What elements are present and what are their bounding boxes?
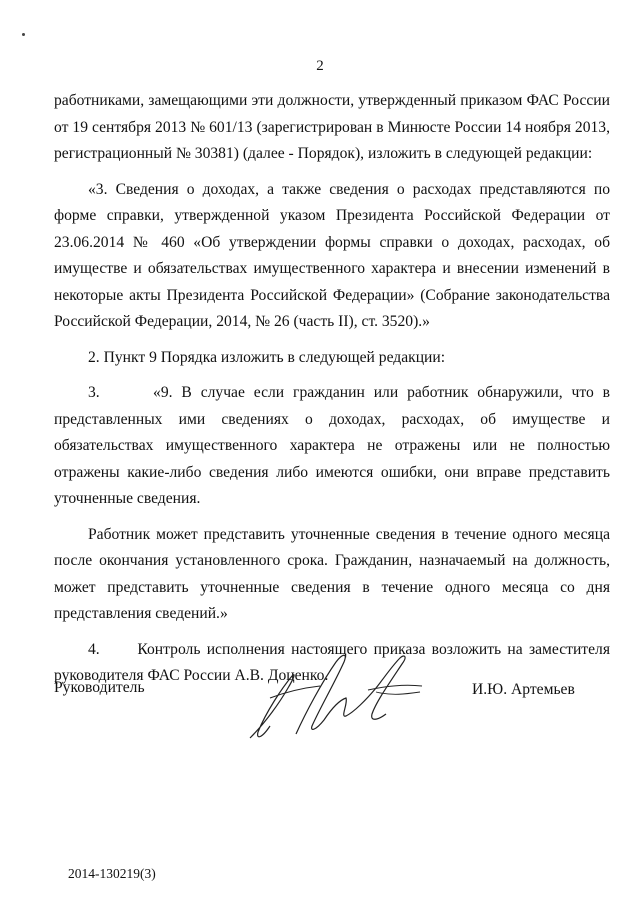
paragraph-item-2: 2. Пункт 9 Порядка изложить в следующей редакции: — [88, 348, 446, 366]
paragraph-quote-item-3: «3. Сведения о доходах, а также сведения о расходах представляются по форме справки, утвержденной указом Президента Российской Федерации от 23.06.2014 № 460 «Об утверждении формы справки о доходах, расходах, об имуществе и обязательствах имущественного характера и внесении изменений в некоторые акты Президента Российской Федерации» (Собрание законодательства Российской Федерации, 2014, № 26 (часть II), ст. 3520).» — [54, 180, 610, 330]
signatory-name: И.Ю. Артемьев — [472, 681, 575, 698]
item-9-text: «9. В случае если гражданин или работник обнаружили, что в представленных ими сведениях о доходах, расходах, об имуществе и обязательствах имущественного характера не отражены или не полностью отражены какие-либо сведения либо имеются ошибки, они вправе представить уточненные сведения. — [54, 384, 611, 507]
paragraph-employee-correction: Работник может представить уточненные сведения в течение одного месяца после окончания установленного срока. Гражданин, назначаемый на должность, может представить уточненные сведения в течение одного месяца со дня представления сведений.» — [54, 525, 610, 622]
document-body — [54, 88, 610, 690]
paragraph-item-9 — [54, 380, 610, 513]
item-4-text: Контроль исполнения настоящего приказа возложить на заместителя руководителя ФАС России А.В. Доценко. — [54, 640, 610, 684]
handwritten-signature — [236, 642, 426, 752]
paragraph-intro: работниками, замещающими эти должности, утвержденный приказом ФАС России от 19 сентября 2013 № 601/13 (зарегистрирован в Минюсте России 14 ноября 2013, регистрационный № 30381) (далее - Порядок), изложить в следующей редакции: — [54, 92, 610, 162]
signatory-title: Руководитель — [54, 679, 145, 696]
scan-speck — [22, 33, 25, 36]
page-number: 2 — [316, 58, 324, 74]
document-id: 2014-130219(3) — [68, 866, 156, 881]
item-number-4: 4. — [88, 640, 100, 658]
item-number-3: 3. — [88, 384, 100, 401]
